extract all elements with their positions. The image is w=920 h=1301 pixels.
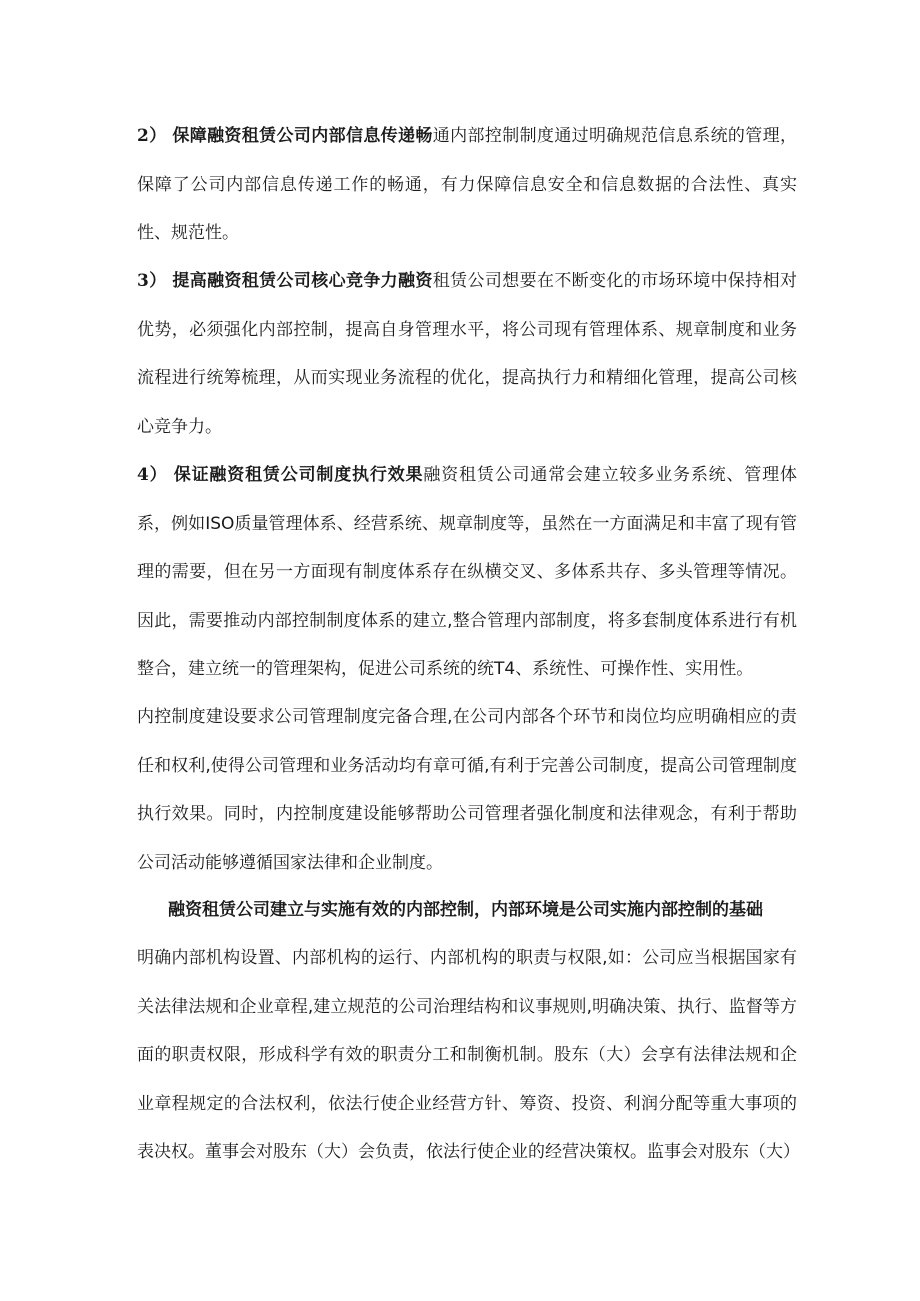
- item-number: 4）: [137, 465, 168, 485]
- item-body: 租赁公司想要在不断变化的市场环境中保持相对优势，必须强化内部控制，提高自身管理水平，将公司现有管理体系、规章制度和业务流程进行统筹梳理，从而实现业务流程的优化，提高执行力和精细化管理，提高公司核心竞争力。: [137, 271, 798, 437]
- paragraph-body: 明确内部机构设置、内部机构的运行、内部机构的职责与权限,如：公司应当根据国家有关法律法规和企业章程,建立规范的公司治理结构和议事规则,明确决策、执行、监督等方面的职责权限，形成科学有效的职责分工和制衡机制。股东（大）会享有法律法规和企业章程规定的合法权利，依法行使企业经营方针、筹资、投资、利润分配等重大事项的表决权。董事会对股东（大）会负责，依法行使企业的经营决策权。监事会对股东（大）: [137, 948, 800, 1162]
- item-lead-in: 保证融资租赁公司制度执行效果: [173, 465, 424, 485]
- item-number: 2）: [137, 126, 167, 146]
- section-heading: 融资租赁公司建立与实施有效的内部控制，内部环境是公司实施内部控制的基础: [168, 900, 763, 920]
- paragraph-body: 内控制度建设要求公司管理制度完备合理,在公司内部各个环节和岗位均应明确相应的责任和权利,使得公司管理和业务活动均有章可循,有利于完善公司制度，提高公司管理制度执行效果。同时，内控制度建设能够帮助公司管理者强化制度和法律观念，有利于帮助公司活动能够遵循国家法律和企业制度。: [137, 707, 797, 873]
- item-body: 通内部控制制度通过明确规范信息系统的管理，保障了公司内部信息传递工作的畅通，有力保障信息安全和信息数据的合法性、真实性、规范性。: [137, 126, 798, 243]
- item-number: 3）: [137, 271, 167, 291]
- paragraph-organization: [137, 934, 800, 1177]
- paragraph-4: [137, 451, 797, 694]
- paragraph-2: [137, 112, 797, 258]
- item-lead-in: 提高融资租赁公司核心竞争力融资: [172, 271, 433, 291]
- item-lead-in: 保障融资租赁公司内部信息传递畅: [172, 126, 433, 146]
- item-body: 融资租赁公司通常会建立较多业务系统、管理体系，例如ISO质量管理体系、经营系统、规章制度等，虽然在一方面满足和丰富了现有管理的需要，但在另一方面现有制度体系存在纵横交叉、多体系共存、多头管理等情况。因此，需要推动内部控制制度体系的建立,整合管理内部制度，将多套制度体系进行有机整合，建立统一的管理架构，促进公司系统的统T4、系统性、可操作性、实用性。: [137, 465, 798, 679]
- paragraph-internal-control: [137, 693, 797, 887]
- paragraph-3: [137, 257, 797, 451]
